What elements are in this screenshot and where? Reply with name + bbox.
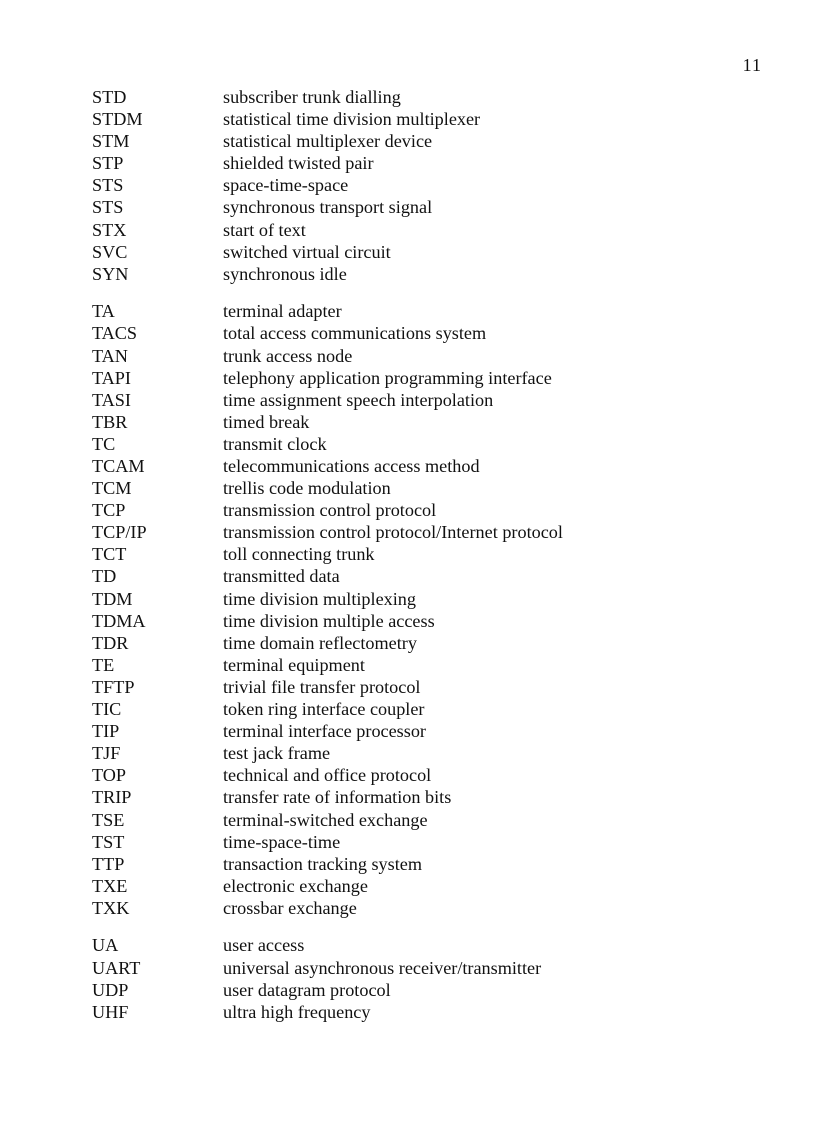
definition: user datagram protocol [223,979,391,1000]
glossary-entry [92,934,772,956]
abbreviation: TDR [92,632,129,653]
definition: transaction tracking system [223,853,422,874]
abbreviation: TOP [92,765,127,786]
glossary-entry [92,875,772,897]
abbreviation: UA [92,935,119,956]
glossary-entry [92,411,772,433]
glossary-entry [92,322,772,344]
definition: statistical time division multiplexer [223,109,481,130]
glossary-entry [92,86,772,108]
abbreviation: UDP [92,979,129,1000]
definition: crossbar exchange [223,897,357,918]
abbreviation: TC [92,433,116,454]
abbreviation: TDMA [92,610,146,631]
definition: terminal interface processor [223,721,426,742]
abbreviation: TXE [92,875,128,896]
glossary-entry [92,219,772,241]
glossary-entry [92,897,772,919]
abbreviation: SYN [92,263,129,284]
definition: shielded twisted pair [223,153,374,174]
abbreviation: TIC [92,699,122,720]
abbreviation: TCT [92,544,127,565]
glossary-entry [92,654,772,676]
definition: telephony application programming interface [223,367,552,388]
definition: switched virtual circuit [223,241,391,262]
definition: subscriber trunk dialling [223,87,401,107]
glossary-entry [92,477,772,499]
abbreviation: STS [92,175,124,196]
glossary-entry [92,1001,772,1023]
abbreviation: TCP/IP [92,522,147,543]
definition: transmission control protocol [223,500,437,521]
glossary-entry [92,543,772,565]
definition: trivial file transfer protocol [223,676,421,697]
abbreviation: STD [92,87,127,107]
definition: terminal adapter [223,301,342,322]
abbreviation: TBR [92,411,128,432]
glossary-entry [92,196,772,218]
glossary-entry [92,610,772,632]
abbreviation: STM [92,131,130,152]
glossary-entry [92,152,772,174]
abbreviation: TSE [92,809,125,830]
definition: token ring interface coupler [223,699,425,720]
glossary-entry [92,720,772,742]
definition: electronic exchange [223,875,368,896]
definition: technical and office protocol [223,765,432,786]
glossary-entry [92,300,772,322]
abbreviation: TAN [92,345,128,366]
glossary-entry [92,957,772,979]
definition: start of text [223,219,306,240]
abbreviation: TCM [92,478,132,499]
definition: time division multiplexing [223,588,416,609]
definition: time domain reflectometry [223,632,417,653]
glossary-entry [92,809,772,831]
definition: transfer rate of information bits [223,787,452,808]
glossary-entry [92,742,772,764]
glossary-entry [92,130,772,152]
definition: time assignment speech interpolation [223,389,494,410]
glossary-entry [92,698,772,720]
glossary-entry [92,632,772,654]
glossary-entry [92,853,772,875]
abbreviation: TRIP [92,787,132,808]
glossary-group [92,86,772,285]
glossary-entry [92,455,772,477]
glossary-entry [92,389,772,411]
glossary-entry [92,263,772,285]
abbreviation: STX [92,219,127,240]
definition: time division multiple access [223,610,435,631]
definition: space-time-space [223,175,349,196]
abbreviation: TA [92,301,115,322]
definition: test jack frame [223,743,331,764]
definition: trellis code modulation [223,478,391,499]
page-number: 11 [742,55,762,75]
definition: terminal equipment [223,654,365,675]
glossary-entry [92,786,772,808]
abbreviation: TST [92,831,125,852]
abbreviation: TFTP [92,676,135,697]
glossary-entry [92,521,772,543]
definition: time-space-time [223,831,341,852]
definition: user access [223,935,305,956]
abbreviation: STS [92,197,124,218]
glossary-entry [92,764,772,786]
definition: transmitted data [223,566,340,587]
glossary-group [92,300,772,919]
definition: statistical multiplexer device [223,131,433,152]
definition: total access communications system [223,323,487,344]
abbreviation: TE [92,654,115,675]
definition: synchronous transport signal [223,197,433,218]
glossary-entry [92,108,772,130]
glossary-list [92,86,772,1023]
glossary-entry [92,241,772,263]
abbreviation: TD [92,566,117,587]
glossary-entry [92,831,772,853]
abbreviation: SVC [92,241,128,262]
definition: terminal-switched exchange [223,809,428,830]
glossary-entry [92,499,772,521]
abbreviation: TIP [92,721,120,742]
glossary-entry [92,174,772,196]
glossary-entry [92,433,772,455]
definition: timed break [223,411,310,432]
definition: universal asynchronous receiver/transmitter [223,957,542,978]
abbreviation: UHF [92,1001,129,1022]
abbreviation: STDM [92,109,143,130]
glossary-entry [92,565,772,587]
abbreviation: TJF [92,743,121,764]
glossary-entry [92,979,772,1001]
glossary-entry [92,345,772,367]
abbreviation: TDM [92,588,133,609]
abbreviation: TAPI [92,367,131,388]
abbreviation: TXK [92,897,130,918]
abbreviation: TTP [92,853,125,874]
abbreviation: UART [92,957,141,978]
definition: synchronous idle [223,263,347,284]
abbreviation: TACS [92,323,138,344]
definition: ultra high frequency [223,1001,371,1022]
glossary-entry [92,367,772,389]
definition: transmit clock [223,433,327,454]
definition: transmission control protocol/Internet protocol [223,522,563,543]
definition: toll connecting trunk [223,544,375,565]
glossary-entry [92,588,772,610]
abbreviation: TCAM [92,456,145,476]
abbreviation: TCP [92,500,126,521]
glossary-entry [92,676,772,698]
definition: trunk access node [223,345,353,366]
glossary-group [92,934,772,1022]
definition: telecommunications access method [223,456,480,476]
abbreviation: TASI [92,389,131,410]
abbreviation: STP [92,153,124,174]
